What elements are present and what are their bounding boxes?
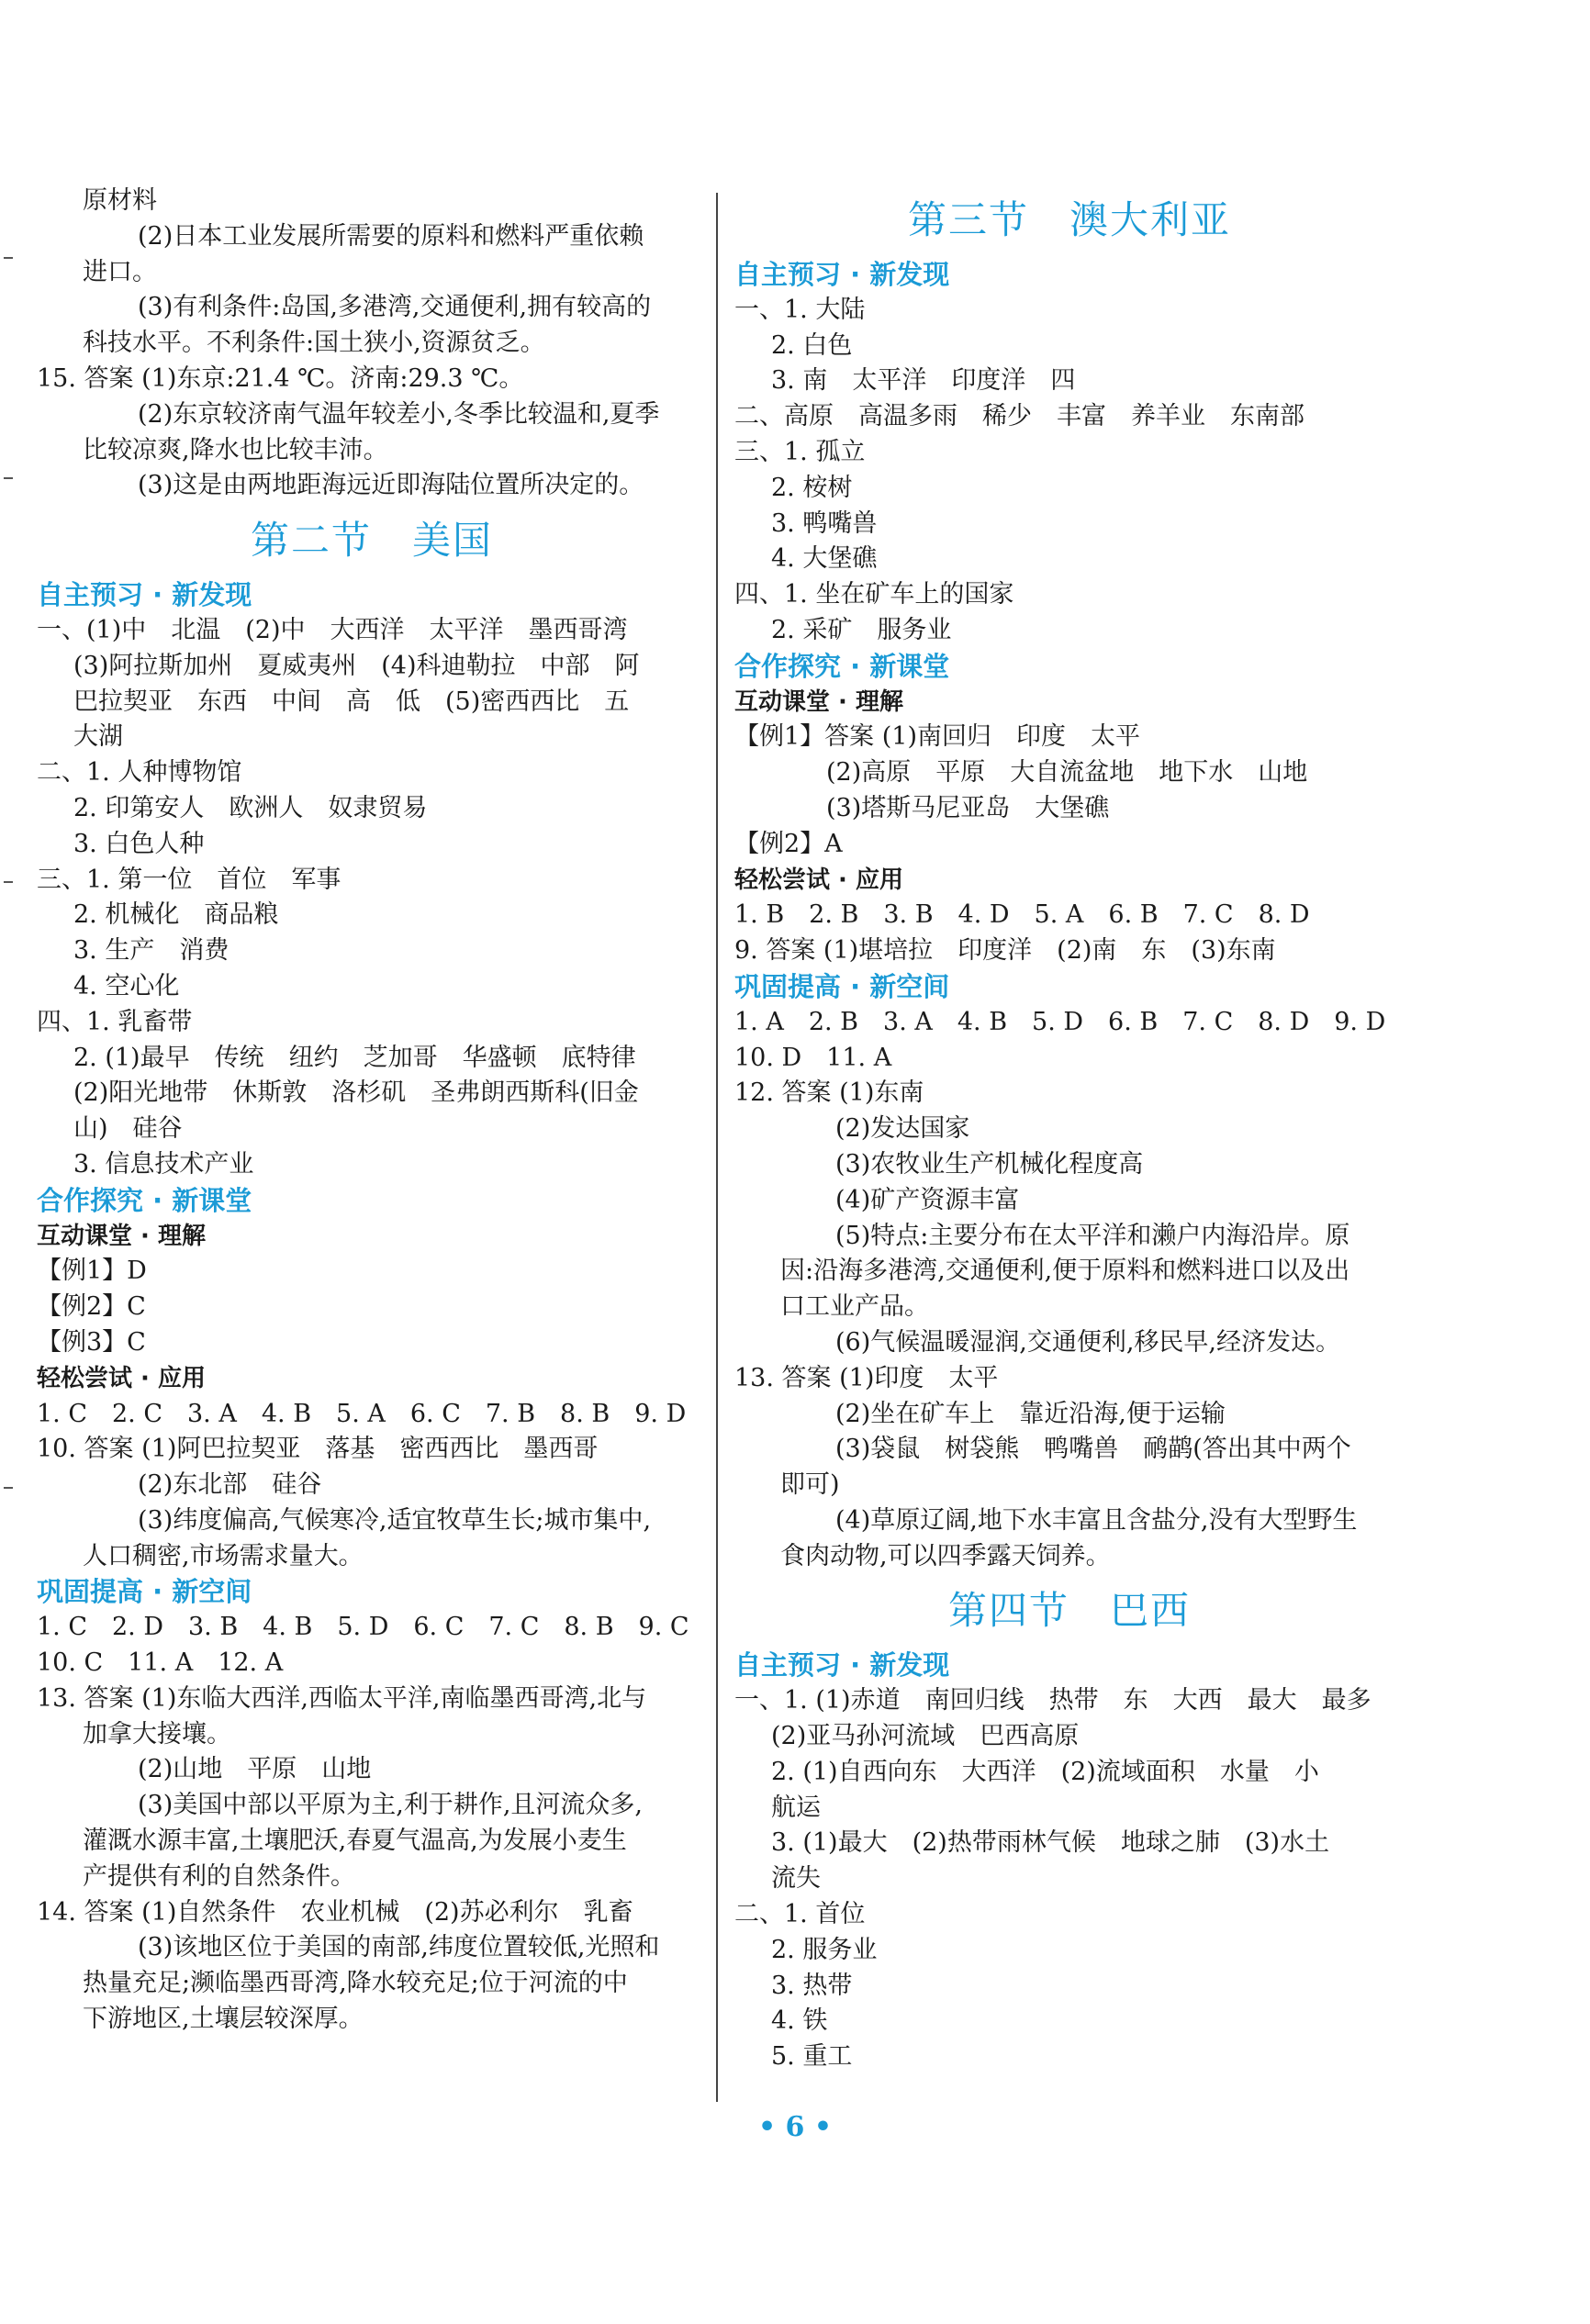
answer-line: 下游地区,土壤层较深厚。 [83,2005,364,2034]
answer-line: (4)草原辽阔,地下水丰富且含盐分,没有大型野生 [835,1505,1358,1535]
answer-line: 3. 鸭嘴兽 [771,508,878,538]
edge-mark [4,257,13,259]
answer-line: (6)气候温暖湿润,交通便利,移民早,经济发达。 [835,1327,1340,1357]
answer-line: 加拿大接壤。 [83,1719,231,1749]
answer-line: 3. 热带 [771,1971,853,2000]
answer-line: 3. 白色人种 [73,829,205,858]
edge-mark [4,477,13,479]
answer-line: 5. 重工 [771,2042,853,2072]
section-title: 第三节 澳大利亚 [907,197,1231,242]
answer-line: 进口。 [83,257,157,286]
answer-line: (3)塔斯马尼亚岛 大堡礁 [826,793,1110,822]
answer-line: 三、1. 孤立 [734,437,866,466]
answer-line: 3. 信息技术产业 [73,1149,254,1179]
answer-line: 13. 答案 (1)印度 太平 [734,1363,999,1392]
edge-mark [4,1487,13,1489]
answer-line: (3)纬度偏高,气候寒冷,适宜牧草生长;城市集中, [138,1505,652,1535]
answer-line: 巴拉契亚 东西 中间 高 低 (5)密西西比 五 [73,687,630,716]
answer-line: 大湖 [73,722,123,752]
part-header: 巩固提高 · 新空间 [37,1576,252,1608]
answer-line: 2. (1)自西向东 大西洋 (2)流域面积 水量 小 [771,1757,1319,1786]
part-header: 自主预习 · 新发现 [734,259,950,290]
answer-line: (2)日本工业发展所需要的原料和燃料严重依赖 [138,221,644,251]
part-header: 自主预习 · 新发现 [37,579,252,611]
answer-line: 1. C 2. C 3. A 4. B 5. A 6. C 7. B 8. B 9. D [37,1399,687,1428]
answer-line: 4. 铁 [771,2006,828,2036]
answer-line: 灌溉水源丰富,土壤肥沃,春夏气温高,为发展小麦生 [83,1827,627,1856]
sub-header: 轻松尝试 · 应用 [734,866,903,894]
column-divider [716,193,718,2102]
answer-line: 10. 答案 (1)阿巴拉契亚 落基 密西西比 墨西哥 [37,1435,599,1464]
left-column [37,184,707,2038]
answer-line: (2)亚马孙河流域 巴西高原 [771,1722,1080,1751]
answer-line: 2. 白色 [771,330,853,360]
answer-line: (2)坐在矿车上 靠近沿海,便于运输 [835,1399,1226,1428]
answer-line: (2)东北部 硅谷 [138,1470,322,1500]
right-column [734,184,1405,2075]
answer-line: 2. 桉树 [771,473,853,502]
answer-line: 二、高原 高温多雨 稀少 丰富 养羊业 东南部 [734,402,1304,431]
answer-line: 4. 大堡礁 [771,544,878,574]
answer-line: 2. (1)最早 传统 纽约 芝加哥 华盛顿 底特律 [73,1043,636,1072]
answer-line: 二、1. 首位 [734,1900,866,1929]
answer-line: 9. 答案 (1)堪培拉 印度洋 (2)南 东 (3)东南 [734,936,1276,966]
page-number: • 6 • [757,2111,833,2143]
answer-line: 科技水平。不利条件:国土狭小,资源贫乏。 [83,329,545,358]
answer-line: 口工业产品。 [780,1292,929,1322]
answer-line: 四、1. 坐在矿车上的国家 [734,580,1014,609]
answer-line: 【例2】A [734,829,843,858]
answer-line: 山) 硅谷 [73,1114,183,1144]
answer-line: 一、1. 大陆 [734,295,866,324]
answer-line: 1. C 2. D 3. B 4. B 5. D 6. C 7. C 8. B 9. C [37,1613,689,1642]
sub-header: 互动课堂 · 理解 [734,687,903,716]
answer-line: (3)袋鼠 树袋熊 鸭嘴兽 鸸鹋(答出其中两个 [835,1435,1351,1464]
answer-line: (3)该地区位于美国的南部,纬度位置较低,光照和 [138,1933,660,1962]
answer-line: (4)矿产资源丰富 [835,1185,1020,1214]
answer-line: 1. A 2. B 3. A 4. B 5. D 6. B 7. C 8. D 9. D [734,1007,1386,1036]
edge-mark [4,881,13,883]
answer-line: 2. 采矿 服务业 [771,615,952,644]
answer-line: 3. 南 太平洋 印度洋 四 [771,366,1076,396]
part-header: 合作探究 · 新课堂 [37,1184,252,1216]
answer-line: (2)阳光地带 休斯敦 洛杉矶 圣弗朗西斯科(旧金 [73,1078,639,1108]
answer-line: (2)山地 平原 山地 [138,1755,372,1784]
answer-line: 二、1. 人种博物馆 [37,758,242,788]
part-header: 合作探究 · 新课堂 [734,650,950,682]
answer-line: 【例1】D [37,1257,147,1286]
answer-line: 产提供有利的自然条件。 [83,1861,355,1891]
answer-line: 热量充足;濒临墨西哥湾,降水较充足;位于河流的中 [83,1969,628,1998]
answer-line: 即可) [780,1470,840,1500]
answer-line: 10. C 11. A 12. A [37,1648,284,1678]
answer-line: (3)这是由两地距海远近即海陆位置所决定的。 [138,471,644,500]
answer-line: (3)美国中部以平原为主,利于耕作,且河流众多, [138,1791,643,1820]
section-title: 第四节 巴西 [947,1588,1191,1634]
sub-header: 互动课堂 · 理解 [37,1222,206,1250]
answer-line: 食肉动物,可以四季露天饲养。 [780,1541,1111,1570]
answer-line: 1. B 2. B 3. B 4. D 5. A 6. B 7. C 8. D [734,900,1310,930]
answer-line: (3)阿拉斯加州 夏威夷州 (4)科迪勒拉 中部 阿 [73,651,640,680]
answer-line: 人口稠密,市场需求量大。 [83,1541,364,1570]
answer-line: 三、1. 第一位 首位 军事 [37,865,342,894]
answer-line: (2)东京较济南气温年较差小,冬季比较温和,夏季 [138,399,660,429]
answer-line: 四、1. 乳畜带 [37,1007,193,1036]
answer-line: (2)高原 平原 大自流盆地 地下水 山地 [826,758,1308,788]
answer-line: 一、(1)中 北温 (2)中 大西洋 太平洋 墨西哥湾 [37,615,628,644]
answer-line: 3. 生产 消费 [73,936,230,966]
answer-line: 14. 答案 (1)自然条件 农业机械 (2)苏必利尔 乳畜 [37,1897,633,1927]
answer-line: (3)农牧业生产机械化程度高 [835,1149,1144,1179]
answer-line: 【例3】C [37,1327,146,1357]
answer-line: (5)特点:主要分布在太平洋和濑户内海沿岸。原 [835,1221,1350,1250]
answer-line: 原材料 [83,186,157,215]
answer-line: 【例1】答案 (1)南回归 印度 太平 [734,722,1141,752]
sub-header: 轻松尝试 · 应用 [37,1364,206,1392]
answer-line: 航运 [771,1793,821,1822]
part-header: 自主预习 · 新发现 [734,1649,950,1682]
section-title: 第二节 美国 [250,518,493,564]
answer-line: 【例2】C [37,1292,146,1322]
answer-line: 13. 答案 (1)东临大西洋,西临太平洋,南临墨西哥湾,北与 [37,1683,647,1713]
answer-line: 流失 [771,1864,821,1894]
answer-line: 2. 服务业 [771,1935,878,1964]
part-header: 巩固提高 · 新空间 [734,970,950,1002]
answer-line: 2. 机械化 商品粮 [73,900,279,930]
answer-line: 15. 答案 (1)东京:21.4 ℃。济南:29.3 ℃。 [37,363,524,393]
answer-line: (3)有利条件:岛国,多港湾,交通便利,拥有较高的 [138,293,652,322]
answer-line: 3. (1)最大 (2)热带雨林气候 地球之肺 (3)水土 [771,1828,1330,1858]
answer-line: 2. 印第安人 欧洲人 奴隶贸易 [73,793,428,822]
answer-line: 比较凉爽,降水也比较丰沛。 [83,435,388,464]
answer-line: 10. D 11. A [734,1043,892,1072]
answer-line: 4. 空心化 [73,971,180,1000]
answer-line: 一、1. (1)赤道 南回归线 热带 东 大西 最大 最多 [734,1686,1372,1715]
answer-line: 12. 答案 (1)东南 [734,1078,924,1108]
answer-line: (2)发达国家 [835,1114,970,1144]
answer-line: 因:沿海多港湾,交通便利,便于原料和燃料进口以及出 [780,1257,1350,1286]
